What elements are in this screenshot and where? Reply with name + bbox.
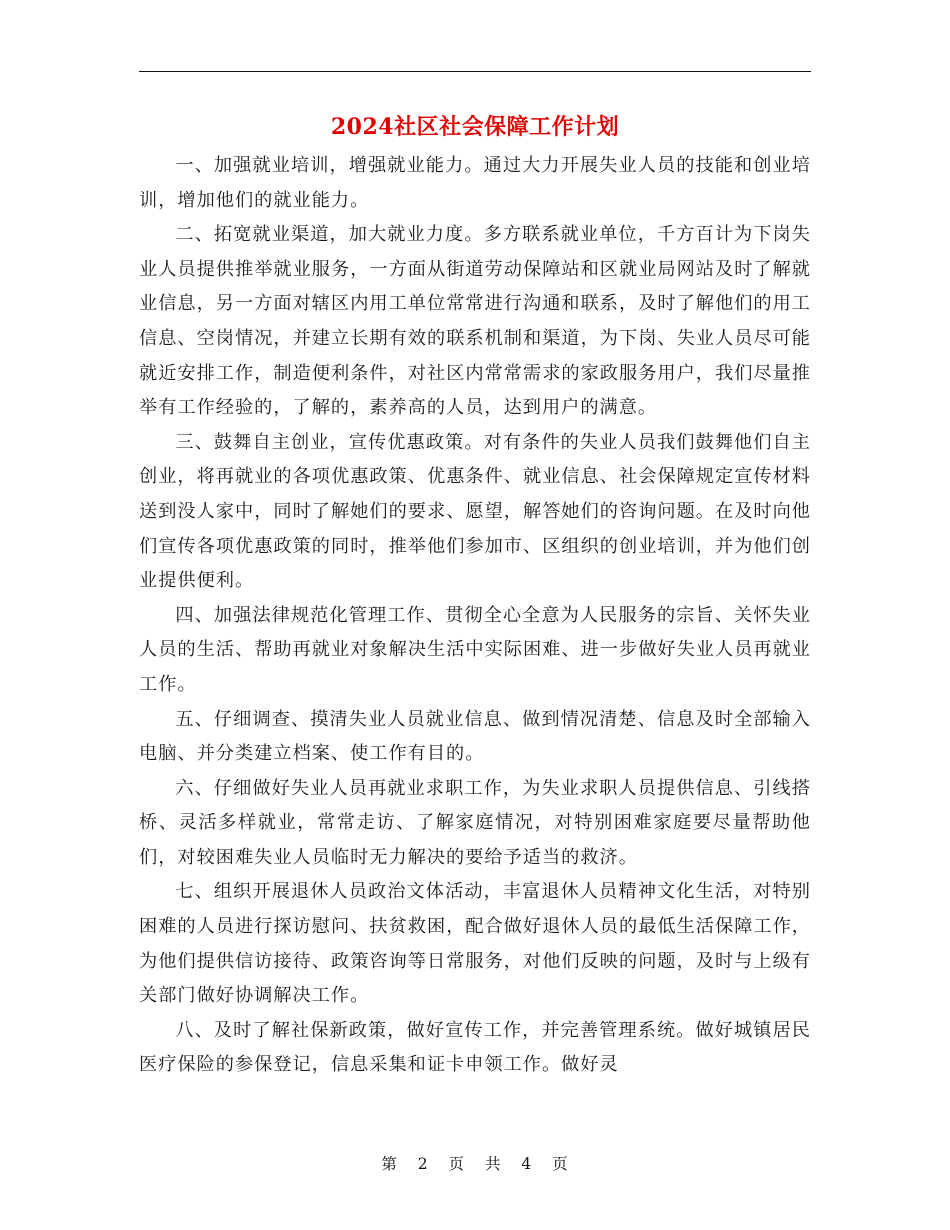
header-rule bbox=[139, 71, 811, 72]
footer-total-word: 页 bbox=[552, 1155, 569, 1173]
document-title: 2024社区社会保障工作计划 bbox=[330, 114, 620, 140]
paragraph-4: 四、加强法律规范化管理工作、贯彻全心全意为人民服务的宗旨、关怀失业人员的生活、帮助再就业对象解决生活中实际困难、进一步做好失业人员再就业工作。 bbox=[139, 604, 811, 695]
paragraph-8: 八、及时了解社保新政策，做好宣传工作，并完善管理系统。做好城镇居民医疗保险的参保登记，信息采集和证卡申领工作。做好灵 bbox=[139, 1019, 811, 1076]
paragraph-6: 六、仔细做好失业人员再就业求职工作，为失业求职人员提供信息、引线搭桥、灵活多样就业，常常走访、了解家庭情况，对特别困难家庭要尽量帮助他们，对较困难失业人员临时无力解决的要给予适当的救济。 bbox=[139, 777, 811, 868]
page-footer bbox=[139, 1152, 811, 1176]
paragraph-2: 二、拓宽就业渠道，加大就业力度。多方联系就业单位，千方百计为下岗失业人员提供推举就业服务，一方面从街道劳动保障站和区就业局网站及时了解就业信息，另一方面对辖区内用工单位常常进行沟通和联系，及时了解他们的用工信息、空岗情况，并建立长期有效的联系机制和渠道，为下岗、失业人员尽可能就近安排工作，制造便利条件，对社区内常常需求的家政服务用户，我们尽量推举有工作经验的，了解的，素养高的人员，达到用户的满意。 bbox=[139, 224, 811, 419]
footer-total-prefix: 共 bbox=[484, 1155, 502, 1173]
paragraph-5: 五、仔细调查、摸清失业人员就业信息、做到情况清楚、信息及时全部输入电脑、并分类建立档案、使工作有目的。 bbox=[139, 708, 811, 765]
document-body bbox=[139, 149, 811, 1083]
footer-page-word: 页 bbox=[448, 1155, 466, 1173]
footer-total-pages: 4 bbox=[521, 1155, 533, 1173]
paragraph-1: 一、加强就业培训，增强就业能力。通过大力开展失业人员的技能和创业培训，增加他们的就业能力。 bbox=[139, 155, 811, 211]
footer-current-page: 2 bbox=[417, 1155, 429, 1173]
paragraph-3: 三、鼓舞自主创业，宣传优惠政策。对有条件的失业人员我们鼓舞他们自主创业，将再就业的各项优惠政策、优惠条件、就业信息、社会保障规定宣传材料送到没人家中，同时了解她们的要求、愿望，解答她们的咨询问题。在及时向他们宣传各项优惠政策的同时，推举他们参加市、区组织的创业培训，并为他们创业提供便利。 bbox=[139, 431, 811, 592]
footer-page-prefix: 第 bbox=[381, 1155, 398, 1173]
paragraph-7: 七、组织开展退休人员政治文体活动，丰富退休人员精神文化生活，对特别困难的人员进行探访慰问、扶贫救困，配合做好退休人员的最低生活保障工作，为他们提供信访接待、政策咨询等日常服务，对他们反映的问题，及时与上级有关部门做好协调解决工作。 bbox=[139, 881, 811, 1007]
